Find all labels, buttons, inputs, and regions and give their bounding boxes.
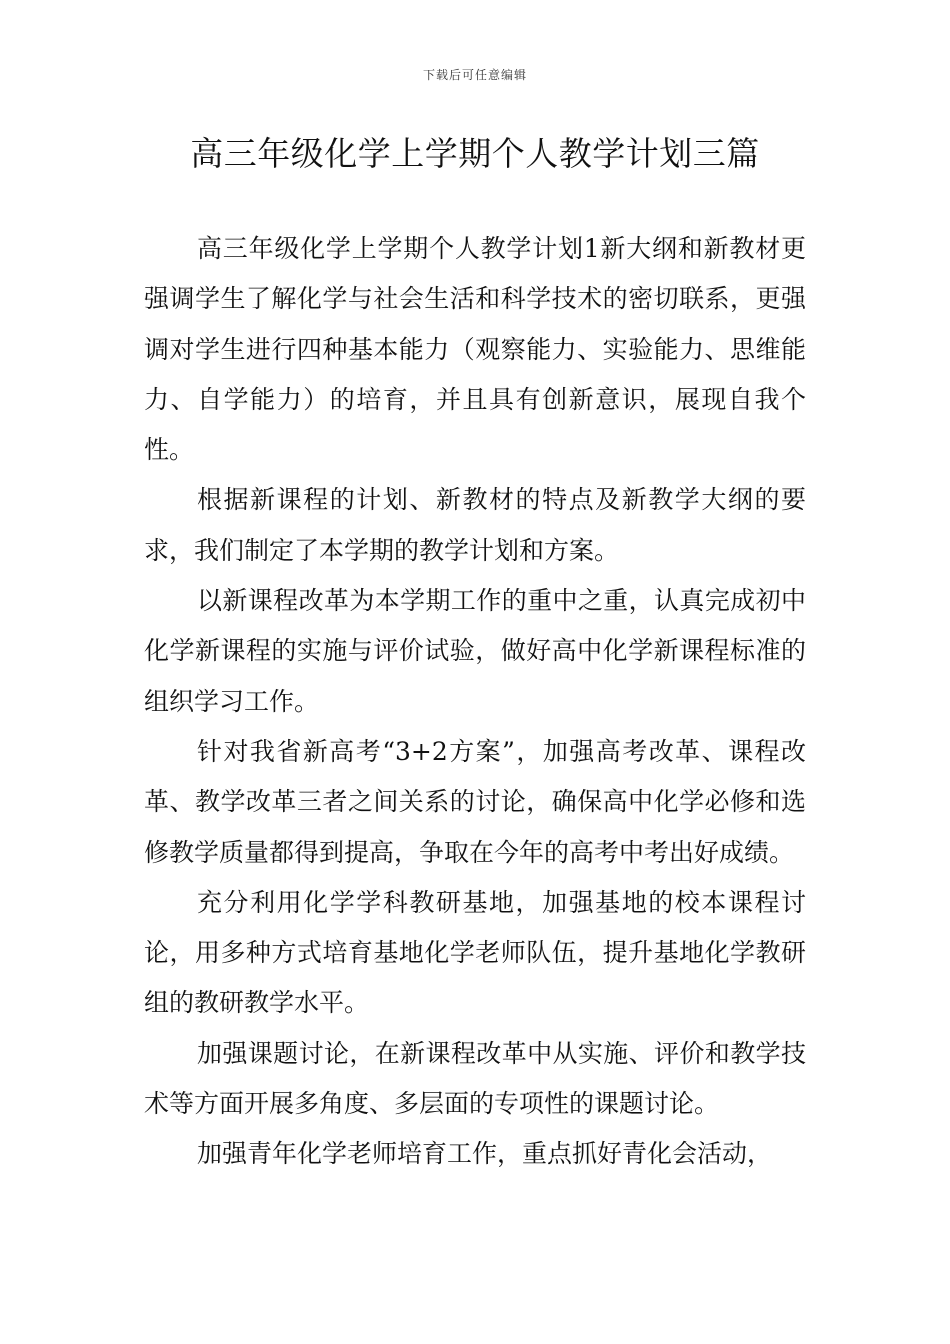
paragraph: 针对我省新高考“3+2方案”，加强高考改革、课程改革、教学改革三者之间关系的讨论，确保高中化学必修和选修教学质量都得到提高，争取在今年的高考中考出好成绩。 [144,736,806,867]
paragraph: 加强青年化学老师培育工作，重点抓好青化会活动， [197,1139,773,1169]
paragraph: 以新课程改革为本学期工作的重中之重，认真完成初中化学新课程的实施与评价试验，做好高中化学新课程标准的组织学习工作。 [144,586,806,716]
paragraph: 根据新课程的计划、新教材的特点及新教学大纲的要求，我们制定了本学期的教学计划和方案。 [144,485,806,565]
paragraph: 充分利用化学学科教研基地，加强基地的校本课程讨论，用多种方式培育基地化学老师队伍，提升基地化学教研组的教研教学水平。 [144,887,806,1018]
paragraph: 高三年级化学上学期个人教学计划1新大纲和新教材更强调学生了解化学与社会生活和科学技术的密切联系，更强调对学生进行四种基本能力（观察能力、实验能力、思维能力、自学能力）的培育，并且具有创新意识，展现自我个性。 [144,234,806,465]
document-body [144,224,806,1180]
document-title: 高三年级化学上学期个人教学计划三篇 [190,134,760,173]
header-note: 下载后可任意编辑 [422,68,527,82]
paragraph: 加强课题讨论，在新课程改革中从实施、评价和教学技术等方面开展多角度、多层面的专项性的课题讨论。 [144,1038,806,1119]
